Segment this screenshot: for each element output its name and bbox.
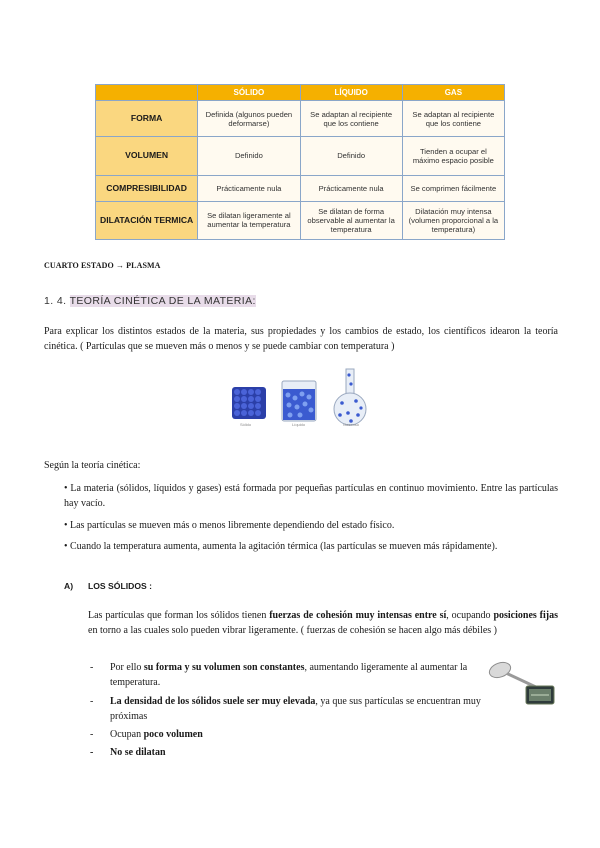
gas-flask-illustration (334, 369, 366, 425)
bullet-item: • Las partículas se mueven más o menos libremente dependiendo del estado físico. (64, 520, 395, 531)
solid-label: Sólido (240, 422, 252, 427)
solids-letter: A) (64, 581, 74, 591)
table-cell: Tienden a ocupar el máximo espacio posible (402, 137, 504, 175)
states-comparison-table (95, 84, 505, 240)
row-header: VOLUMEN (96, 137, 198, 175)
solids-list-item (90, 745, 482, 760)
table-row-dilatacion (96, 201, 505, 239)
row-header: FORMA (96, 101, 198, 137)
table-header-row (96, 85, 505, 101)
table-cell: Se comprimen fácilmente (402, 175, 504, 201)
bullet-item: • Cuando la temperatura aumenta, aumenta la agitación térmica (las partículas se mueven más rápidamente). (64, 541, 498, 552)
intro-paragraph: Para explicar los distintos estados de la materia, sus propiedades y los cambios de estado, los científicos idearon la teoría cinética. ( Partículas que se mueven más o menos y se puede cambiar con temperatura ) (44, 326, 558, 352)
bold-run: No se dilatan (110, 747, 166, 758)
table-corner-cell (96, 85, 198, 101)
table-cell: Se adaptan al recipiente que los contiene (402, 101, 504, 137)
solids-paragraph (88, 608, 558, 638)
bold-run: fuerzas de cohesión muy intensas entre sí (269, 610, 447, 621)
liquid-beaker-illustration (282, 381, 316, 421)
section-number: 1. 4. (44, 295, 70, 307)
section-heading (44, 295, 256, 307)
text-run: , ocupando (446, 610, 494, 621)
bold-run: La densidad de los sólidos suele ser muy elevada (110, 696, 316, 707)
dash-marker: - (90, 696, 94, 707)
table-cell: Prácticamente nula (300, 175, 402, 201)
text-run: Las partículas que forman los sólidos tienen (88, 610, 270, 621)
theory-lead: Según la teoría cinética: (44, 460, 141, 471)
solids-list-item (90, 660, 482, 690)
solids-list-item (90, 694, 482, 724)
solids-list-item (90, 727, 482, 742)
spoon-thermometer-image (488, 656, 558, 712)
dash-marker: - (90, 747, 94, 758)
text-run: Ocupan (110, 729, 144, 740)
column-header-solid: SÓLIDO (198, 85, 300, 101)
liquid-label: Líquido (292, 422, 306, 427)
table-row-compresibilidad (96, 175, 505, 201)
text-run: , aumentando ligeramente al aumentar la temperatura. (110, 662, 468, 688)
states-of-matter-figure (230, 367, 370, 427)
bold-run: posiciones fijas (493, 610, 558, 621)
gas-label: Gaseoso (343, 422, 360, 427)
bullet-item: • La materia (sólidos, líquidos y gases) está formada por pequeñas partículas en continuo movimiento. Entre las partículas hay vacío. (64, 483, 558, 509)
dash-marker: - (90, 662, 94, 673)
bold-run: poco volumen (143, 729, 203, 740)
row-header: COMPRESIBILIDAD (96, 175, 198, 201)
table-cell: Dilatación muy intensa (volumen proporcional a la temperatura) (402, 201, 504, 239)
solid-cube-illustration (232, 387, 266, 419)
column-header-liquid: LÍQUIDO (300, 85, 402, 101)
table-cell: Se dilatan de forma observable al aumentar la temperatura (300, 201, 402, 239)
table-row-volumen (96, 137, 505, 175)
text-run: Por ello (110, 662, 144, 673)
section-title: TEORÍA CINÉTICA DE LA MATERIA: (69, 295, 256, 307)
table-cell: Se dilatan ligeramente al aumentar la temperatura (198, 201, 300, 239)
solids-heading (64, 581, 152, 591)
text-run: , ya que sus partículas se encuentran muy próximas (110, 696, 481, 722)
column-header-gas: GAS (402, 85, 504, 101)
table-cell: Prácticamente nula (198, 175, 300, 201)
table-cell: Definido (198, 137, 300, 175)
solids-title: LOS SÓLIDOS : (88, 581, 152, 591)
table-cell: Definida (algunos pueden deformarse) (198, 101, 300, 137)
table-cell: Se adaptan al recipiente que los contiene (300, 101, 402, 137)
dash-marker: - (90, 729, 94, 740)
row-header: DILATACIÓN TERMICA (96, 201, 198, 239)
fourth-state-note: CUARTO ESTADO → PLASMA (44, 261, 161, 270)
bold-run: su forma y su volumen son constantes (143, 662, 305, 673)
text-run: en torno a las cuales solo pueden vibrar ligeramente. ( fuerzas de cohesión se hacen algo más débiles ) (88, 625, 498, 636)
table-row-forma (96, 101, 505, 137)
table-cell: Definido (300, 137, 402, 175)
